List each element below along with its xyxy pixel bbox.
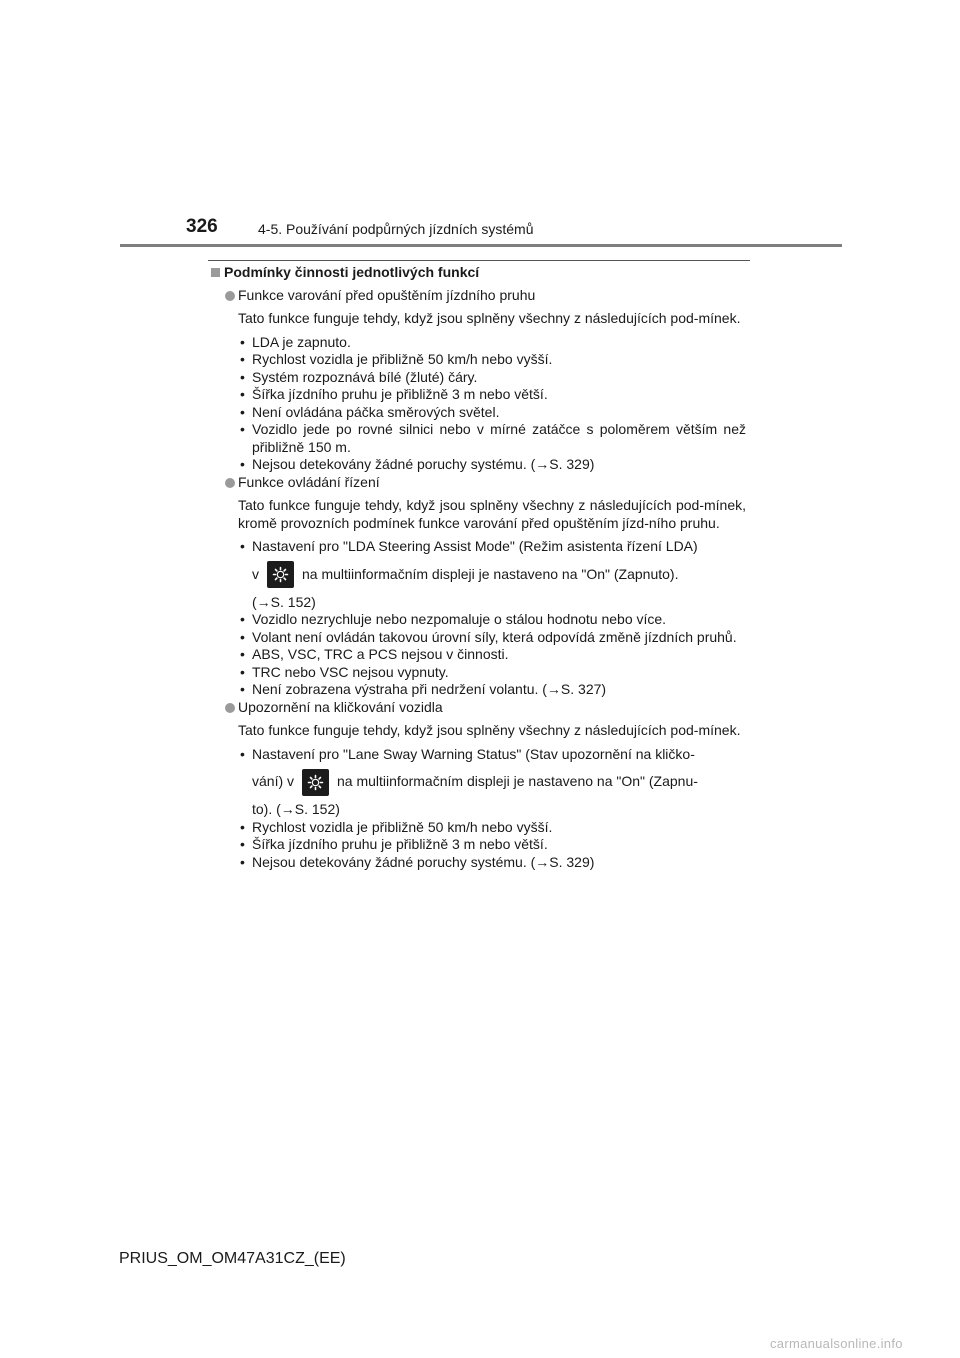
subsection-lda bbox=[225, 287, 746, 305]
square-bullet-icon bbox=[211, 268, 220, 277]
section-heading: Podmínky činnosti jednotlivých funkcí bbox=[211, 264, 746, 282]
list-item: • TRC nebo VSC nejsou vypnuty. bbox=[238, 664, 746, 682]
round-bullet-icon bbox=[225, 291, 235, 301]
gear-icon bbox=[267, 561, 294, 588]
page-number: 326 bbox=[186, 216, 218, 237]
subsection-heading: Upozornění na kličkování vozidla bbox=[225, 699, 746, 717]
header-divider bbox=[120, 244, 842, 247]
section-divider bbox=[208, 260, 750, 261]
list-item: • Šířka jízdního pruhu je přibližně 3 m nebo větší. bbox=[238, 836, 746, 854]
list-item: • Není zobrazena výstraha při nedržení volantu. (→S. 327) bbox=[238, 681, 746, 699]
paragraph: Tato funkce funguje tehdy, když jsou splněny všechny z následujících pod-mínek, kromě provozních podmínek funkce varování před opuštěním jízd-ního pruhu. bbox=[238, 497, 746, 531]
watermark: carmanualsonline.info bbox=[770, 1336, 903, 1351]
list-item: • Nastavení pro "LDA Steering Assist Mode" (Režim asistenta řízení LDA) v na multiinformačním displeji je nastaveno na "On" (Zapnuto). (→S. 152) bbox=[238, 538, 746, 611]
gear-icon bbox=[302, 769, 329, 796]
list-item: • Rychlost vozidla je přibližně 50 km/h nebo vyšší. bbox=[238, 351, 746, 369]
list-item: • Není ovládána páčka směrových světel. bbox=[238, 404, 746, 422]
subsection-heading: Funkce varování před opuštěním jízdního pruhu bbox=[225, 287, 746, 305]
paragraph: Tato funkce funguje tehdy, když jsou splněny všechny z následujících pod-mínek. bbox=[238, 722, 741, 738]
chapter-title: 4-5. Používání podpůrných jízdních systémů bbox=[258, 221, 534, 237]
list-item: • Systém rozpoznává bílé (žluté) čáry. bbox=[238, 369, 746, 387]
document-code: PRIUS_OM_OM47A31CZ_(EE) bbox=[119, 1250, 346, 1267]
condition-list bbox=[238, 746, 746, 872]
list-item: • Šířka jízdního pruhu je přibližně 3 m nebo větší. bbox=[238, 386, 746, 404]
list-item: • Nastavení pro "Lane Sway Warning Status" (Stav upozornění na kličko- vání) v na multiinformačním displeji je nastaveno na "On" (Zapnu- to). (→S. 152) bbox=[238, 746, 746, 819]
condition-list bbox=[238, 538, 746, 699]
list-item: • Vozidlo nezrychluje nebo nezpomaluje o stálou hodnotu nebo více. bbox=[238, 611, 746, 629]
list-item: • Nejsou detekovány žádné poruchy systému. (→S. 329) bbox=[238, 854, 746, 872]
list-item: • Rychlost vozidla je přibližně 50 km/h nebo vyšší. bbox=[238, 819, 746, 837]
list-item: • Vozidlo jede po rovné silnici nebo v mírné zatáčce s poloměrem větším než přibližně 150 m. bbox=[238, 421, 746, 456]
subsection-sway bbox=[225, 699, 746, 717]
list-item: • LDA je zapnuto. bbox=[238, 334, 746, 352]
round-bullet-icon bbox=[225, 478, 235, 488]
condition-list bbox=[238, 334, 746, 474]
paragraph: Tato funkce funguje tehdy, když jsou splněny všechny z následujících pod-mínek. bbox=[238, 310, 741, 326]
round-bullet-icon bbox=[225, 703, 235, 713]
list-item: • Nejsou detekovány žádné poruchy systému. (→S. 329) bbox=[238, 456, 746, 474]
list-item: • ABS, VSC, TRC a PCS nejsou v činnosti. bbox=[238, 646, 746, 664]
subsection-heading: Funkce ovládání řízení bbox=[225, 474, 746, 492]
list-item: • Volant není ovládán takovou úrovní síly, která odpovídá změně jízdních pruhů. bbox=[238, 629, 746, 647]
page-content bbox=[211, 264, 746, 871]
subsection-steering bbox=[225, 474, 746, 492]
